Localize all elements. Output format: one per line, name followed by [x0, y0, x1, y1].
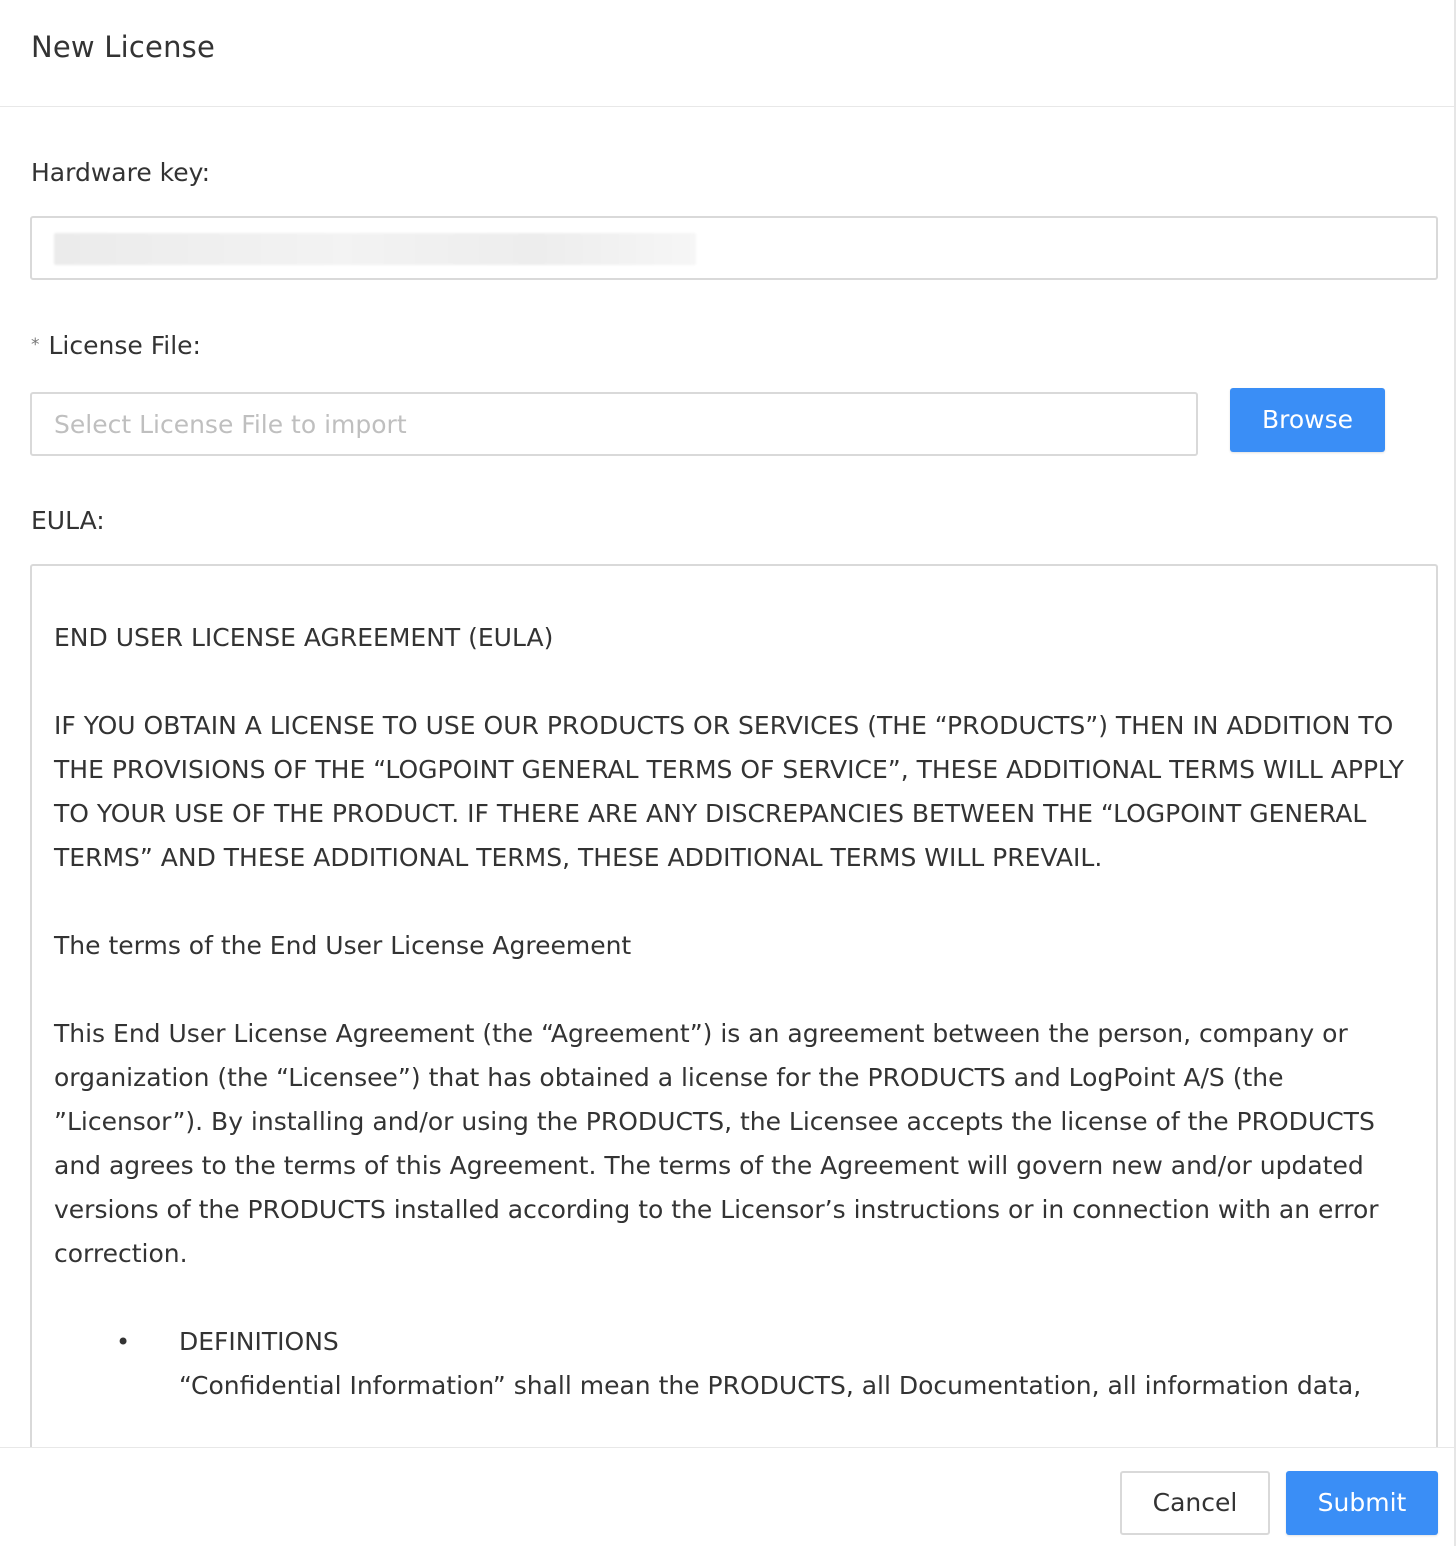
dialog-header — [0, 0, 1454, 107]
eula-scroll-area[interactable] — [30, 564, 1438, 1464]
eula-list-item-text: “Confidential Information” shall mean the PRODUCTS, all Documentation, all information data, — [179, 1371, 1362, 1400]
eula-list-item — [54, 1320, 1410, 1408]
eula-paragraph: IF YOU OBTAIN A LICENSE TO USE OUR PRODUCTS OR SERVICES (THE “PRODUCTS”) THEN IN ADDITION TO THE PROVISIONS OF THE “LOGPOINT GENERAL TERMS OF SERVICE”, THESE ADDITIONAL TERMS WILL APPLY TO YOUR USE OF THE PRODUCT. IF THERE ARE ANY DISCREPANCIES BETWEEN THE “LOGPOINT GENERAL TERMS” AND THESE ADDITIONAL TERMS, THESE ADDITIONAL TERMS WILL PREVAIL. — [54, 711, 1404, 872]
license-file-label-row — [31, 331, 201, 360]
browse-button[interactable]: Browse — [1230, 388, 1385, 452]
eula-label: EULA: — [31, 506, 105, 535]
required-asterisk: * — [31, 335, 40, 355]
submit-button[interactable]: Submit — [1286, 1471, 1438, 1535]
eula-list-item-title: DEFINITIONS — [179, 1327, 339, 1356]
license-file-label: License File: — [48, 331, 201, 360]
eula-content — [54, 616, 1410, 1408]
dialog-title: New License — [31, 30, 216, 64]
eula-list — [54, 1320, 1410, 1408]
dialog-footer — [0, 1447, 1454, 1546]
hardware-key-redacted-value — [54, 233, 696, 265]
cancel-button[interactable]: Cancel — [1120, 1471, 1270, 1535]
bullet-icon: • — [116, 1328, 131, 1356]
hardware-key-label: Hardware key: — [31, 158, 211, 187]
eula-paragraph: The terms of the End User License Agreement — [54, 931, 632, 960]
license-file-input[interactable] — [30, 392, 1198, 456]
hardware-key-field[interactable] — [30, 216, 1438, 280]
eula-heading: END USER LICENSE AGREEMENT (EULA) — [54, 623, 554, 652]
eula-paragraph: This End User License Agreement (the “Agreement”) is an agreement between the person, company or organization (the “Licensee”) that has obtained a license for the PRODUCTS and LogPoint A/S (the ”Licensor”). By installing and/or using the PRODUCTS, the Licensee accepts the license of the PRODUCTS and agrees to the terms of this Agreement. The terms of the Agreement will govern new and/or updated versions of the PRODUCTS installed according to the Licensor’s instructions or in connection with an error correction. — [54, 1019, 1379, 1268]
